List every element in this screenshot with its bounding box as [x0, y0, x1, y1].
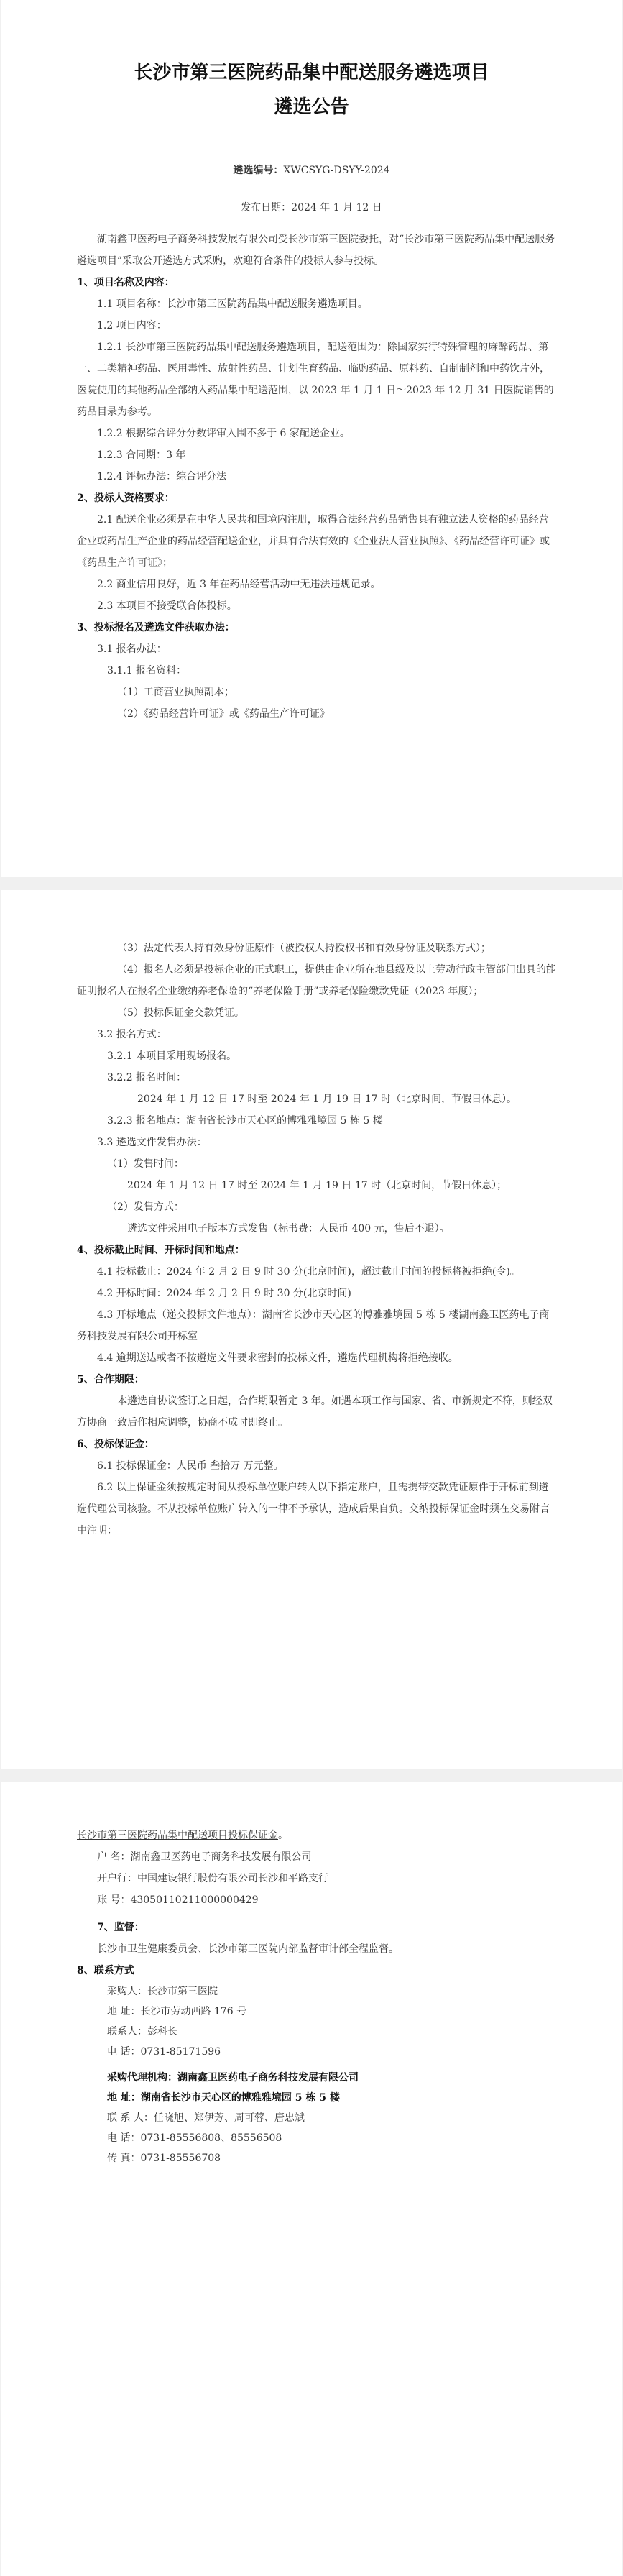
account-number: 账 号：43050110211000000429: [97, 1894, 259, 1906]
agent-address: 地 址：湖南省长沙市天心区的博雅雅境园 5 栋 5 楼: [107, 2092, 340, 2104]
deposit-remark-text: 长沙市第三医院药品集中配送项目投标保证金: [77, 1830, 278, 1841]
buyer-name: 采购人：长沙市第三医院: [107, 1986, 218, 1997]
project-name: 1.1 项目名称：长沙市第三医院药品集中配送服务遴选项目。: [97, 298, 368, 310]
sale-mode-value: 遴选文件采用电子版本方式发售（标书费：人民币 400 元，售后不退）。: [127, 1223, 450, 1234]
registration-place: 3.2.3 报名地点：湖南省长沙市天心区的博雅雅境园 5 栋 5 楼: [107, 1115, 383, 1127]
section-6-heading: 6、投标保证金：: [77, 1439, 154, 1450]
document-page-1: [1, 0, 622, 877]
material-legal-rep-id: （3）法定代表人持有效身份证原件（被授权人持授权书和有效身份证及联系方式）；: [117, 943, 491, 954]
bank-name: 开户行：中国建设银行股份有限公司长沙和平路支行: [97, 1873, 328, 1884]
evaluation-method: 1.2.4 评标办法：综合评分法: [97, 471, 227, 482]
registration-method: 3.1 报名办法：: [97, 643, 167, 655]
deposit-remark: [77, 1825, 557, 1846]
agent-fax: 传 真：0731-85556708: [107, 2153, 221, 2164]
cooperation-term: 本遴选自协议签订之日起，合作期限暂定 3 年。如遇本项工作与国家、省、市新规定不符，则经双方协商一致后作相应调整，协商不成时即终止。: [77, 1395, 553, 1429]
sale-time-label: （1）发售时间：: [107, 1158, 184, 1170]
contract-term: 1.2.3 合同期：3 年: [97, 449, 186, 461]
deposit-amount-value: 人民币 叁拾万 万元整。: [176, 1460, 284, 1472]
section-2-heading: 2、投标人资格要求：: [77, 492, 175, 504]
bid-deadline: 4.1 投标截止：2024 年 2 月 2 日 9 时 30 分(北京时间)，超过截止时间的投标将被拒绝(令)。: [97, 1266, 520, 1278]
sale-mode-label: （2）发售方式：: [107, 1201, 184, 1213]
registration-time-label: 3.2.2 报名时间：: [107, 1072, 187, 1083]
late-bid-rule: 4.4 逾期送达或者不按遴选文件要求密封的投标文件，遴选代理机构将拒绝接收。: [97, 1352, 458, 1364]
material-drug-license: （2）《药品经营许可证》或《药品生产许可证》: [117, 708, 330, 720]
registration-on-site: 3.2.1 本项目采用现场报名。: [107, 1050, 237, 1062]
notice-title-line-2: 遴选公告: [274, 96, 349, 118]
project-number: [1, 162, 622, 177]
bid-opening-time: 4.2 开标时间：2024 年 2 月 2 日 9 时 30 分(北京时间): [97, 1288, 351, 1299]
section-5-heading: 5、合作期限：: [77, 1374, 144, 1385]
notice-body-page-1: [77, 229, 557, 725]
buyer-contact: 联系人：彭科长: [107, 2026, 177, 2038]
section-4-heading: 4、投标截止时间、开标时间和地点：: [77, 1245, 245, 1256]
supplier-quota: 1.2.2 根据综合评分分数评审入围不多于 6 家配送企业。: [97, 428, 350, 439]
publish-date: 发布日期：2024 年 1 月 12 日: [241, 202, 382, 214]
document-sale-method: 3.3 遴选文件发售办法：: [97, 1137, 207, 1148]
agent-contact: 联 系 人：任晓旭、郑伊芳、周可蓉、唐忠斌: [107, 2112, 305, 2124]
material-deposit-receipt: （5）投标保证金交款凭证。: [117, 1007, 244, 1019]
registration-mode-label: 3.2 报名方式：: [97, 1029, 167, 1040]
buyer-phone: 电 话：0731-85171596: [107, 2046, 221, 2058]
agent-phone: 电 话：0731-85556808、85556508: [107, 2132, 282, 2144]
section-3-heading: 3、投标报名及遴选文件获取办法：: [77, 622, 235, 633]
project-number-value: XWCSYG-DSYY-2024: [283, 165, 390, 176]
deposit-rules: 6.2 以上保证金须按规定时间从投标单位账户转入以下指定账户，且需携带交款凭证原件于开标前到遴选代理公司核验。不从投标单位账户转入的一律不予承认，造成后果自负。交纳投标保证金时须在交易附言中注明：: [77, 1482, 550, 1536]
notice-body-page-3: [77, 1825, 557, 2168]
deposit-amount-label: 6.1 投标保证金：: [97, 1460, 177, 1472]
deposit-amount: [77, 1455, 557, 1477]
notice-body-page-2: [77, 938, 557, 1541]
account-name: 户 名：湖南鑫卫医药电子商务科技发展有限公司: [97, 1851, 312, 1863]
section-8-heading: 8、联系方式: [77, 1965, 134, 1976]
agent-name: 采购代理机构：湖南鑫卫医药电子商务科技发展有限公司: [107, 2072, 359, 2084]
supervision-text: 长沙市卫生健康委员会、长沙市第三医院内部监督审计部全程监督。: [97, 1943, 399, 1955]
material-business-license: （1）工商营业执照副本；: [117, 687, 234, 698]
contact-info: [77, 1981, 557, 2168]
qualification-3: 2.3 本项目不接受联合体投标。: [97, 600, 237, 612]
project-number-label: 遴选编号：: [233, 165, 284, 176]
document-page-3: [1, 1782, 622, 2576]
qualification-1: 2.1 配送企业必须是在中华人民共和国境内注册，取得合法经营药品销售具有独立法人资格的药品经营企业或药品生产企业的药品经营配送企业，并具有合法有效的《企业法人营业执照》、《药品经营许可证》或《药品生产许可证》；: [77, 514, 550, 569]
material-pension-proof: （4）报名人必须是投标企业的正式职工，提供由企业所在地县级及以上劳动行政主管部门出具的能证明报名人在报名企业缴纳养老保险的“养老保险手册”或养老保险缴款凭证（2023 年度）；: [77, 964, 556, 997]
section-7-heading: 7、监督：: [97, 1922, 144, 1933]
notice-title-line-1: 长沙市第三医院药品集中配送服务遴选项目: [134, 62, 489, 83]
bid-opening-place: 4.3 开标地点（递交投标文件地点）：湖南省长沙市天心区的博雅雅境园 5 栋 5 楼湖南鑫卫医药电子商务科技发展有限公司开标室: [77, 1309, 550, 1342]
project-content-label: 1.2 项目内容：: [97, 320, 167, 331]
registration-materials: 3.1.1 报名资料：: [107, 665, 187, 677]
sale-time-value: 2024 年 1 月 12 日 17 时至 2024 年 1 月 19 日 17 时（北京时间，节假日休息）；: [127, 1180, 507, 1191]
buyer-address: 地 址：长沙市劳动西路 176 号: [107, 2006, 247, 2017]
intro-paragraph: 湖南鑫卫医药电子商务科技发展有限公司受长沙市第三医院委托，对“长沙市第三医院药品集中配送服务遴选项目”采取公开遴选方式采购，欢迎符合条件的投标人参与投标。: [77, 234, 555, 267]
qualification-2: 2.2 商业信用良好，近 3 年在药品经营活动中无违法违规记录。: [97, 579, 381, 590]
section-1-heading: 1、项目名称及内容：: [77, 277, 175, 288]
deposit-remark-end: 。: [278, 1830, 288, 1841]
delivery-scope: 1.2.1 长沙市第三医院药品集中配送服务遴选项目，配送范围为：除国家实行特殊管理的麻醉药品、第一、二类精神药品、医用毒性、放射性药品、计划生育药品、临购药品、原料药、自制制剂和中药饮片外，医院使用的其他药品全部纳入药品集中配送范围，以 2023 年 1 月 1 日～2023 年 12 月 31 日医院销售的药品目录为参考。: [77, 342, 554, 418]
registration-time-value: 2024 年 1 月 12 日 17 时至 2024 年 1 月 19 日 17 时（北京时间，节假日休息）。: [137, 1094, 517, 1105]
document-page-2: [1, 890, 622, 1769]
